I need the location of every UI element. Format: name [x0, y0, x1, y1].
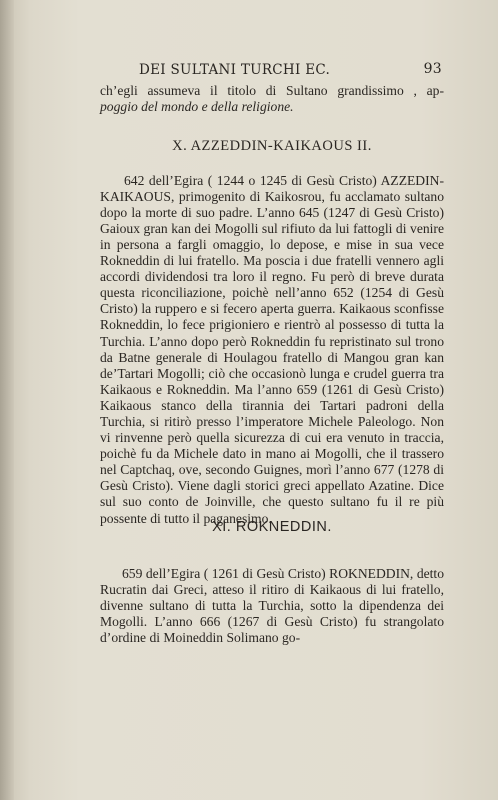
continuation-line-2: poggio del mondo e della religione. — [100, 99, 294, 115]
running-title: DEI SULTANI TURCHI EC. — [139, 62, 331, 78]
section-heading-rokneddin: XI. ROKNEDDIN. — [212, 519, 332, 535]
section-body-rokneddin: 659 dell’Egira ( 1261 di Gesù Cristo) ROKNEDDIN, detto Rucratin dai Greci, atteso il ritiro di Kaikaous di lui fratello, divenne sultano di tutta la Turchia, sotto la dipendenza dei Mogolli. L’anno 666 (1267 di Gesù Cristo) fu strangolato d’ordine di Moineddin Solimano go- — [100, 565, 444, 645]
section-body-azzeddin: 642 dell’Egira ( 1244 o 1245 di Gesù Cristo) AZZEDIN-KAIKAOUS, primogenito di Kaikosrou, fu acclamato sultano dopo la morte di suo padre. L’anno 645 (1247 di Gesù Cristo) Gaioux gran kan dei Mogolli sul rifiuto da lui fattogli di venire in persona a fargli omaggio, lo depose, e mise in sua vece Rokneddin di lui fratello. Ma poscia i due fratelli vennero agli accordi dividendosi tra loro il regno. Fu però di breve durata questa riconciliazione, poichè nell’anno 652 (1254 di Gesù Cristo) la ruppero e si fecero aperta guerra. Kaikaous sconfisse Rokneddin, lo fece prigioniero e rientrò al possesso di tutta la Turchia. L’anno dopo però Rokneddin fu repristinato sul trono da Batne generale di Houlagou fratello di Mangou gran kan de’Tartari Mogolli; ciò che occasionò lunga e crudel guerra tra Kaikaous e Rokneddin. Ma l’anno 659 (1261 di Gesù Cristo) Kaikaous stanco della tirannia dei Tartari padroni della Turchia, si ritirò presso l’imperatore Michele Paleologo. Non vi rinvenne però quella sicurezza di cui era venuto in traccia, poichè fu da Michele dato in mano ai Mogolli, che il trassero nel Captchaq, ove, secondo Guignes, morì l’anno 677 (1278 di Gesù Cristo). Viene dagli storici greci appellato Azatine. Dice sul suo conto de Joinville, che questo sultano fu il re più possente di tutto il paganesimo. — [100, 172, 444, 526]
continuation-paragraph — [100, 83, 444, 115]
continuation-line-1: ch’egli assumeva il titolo di Sultano grandissimo , ap- — [100, 83, 444, 98]
page-gutter-shadow — [0, 0, 14, 800]
page-number: 93 — [423, 61, 442, 77]
section-heading-azzeddin: X. AZZEDDIN-KAIKAOUS II. — [172, 138, 372, 154]
